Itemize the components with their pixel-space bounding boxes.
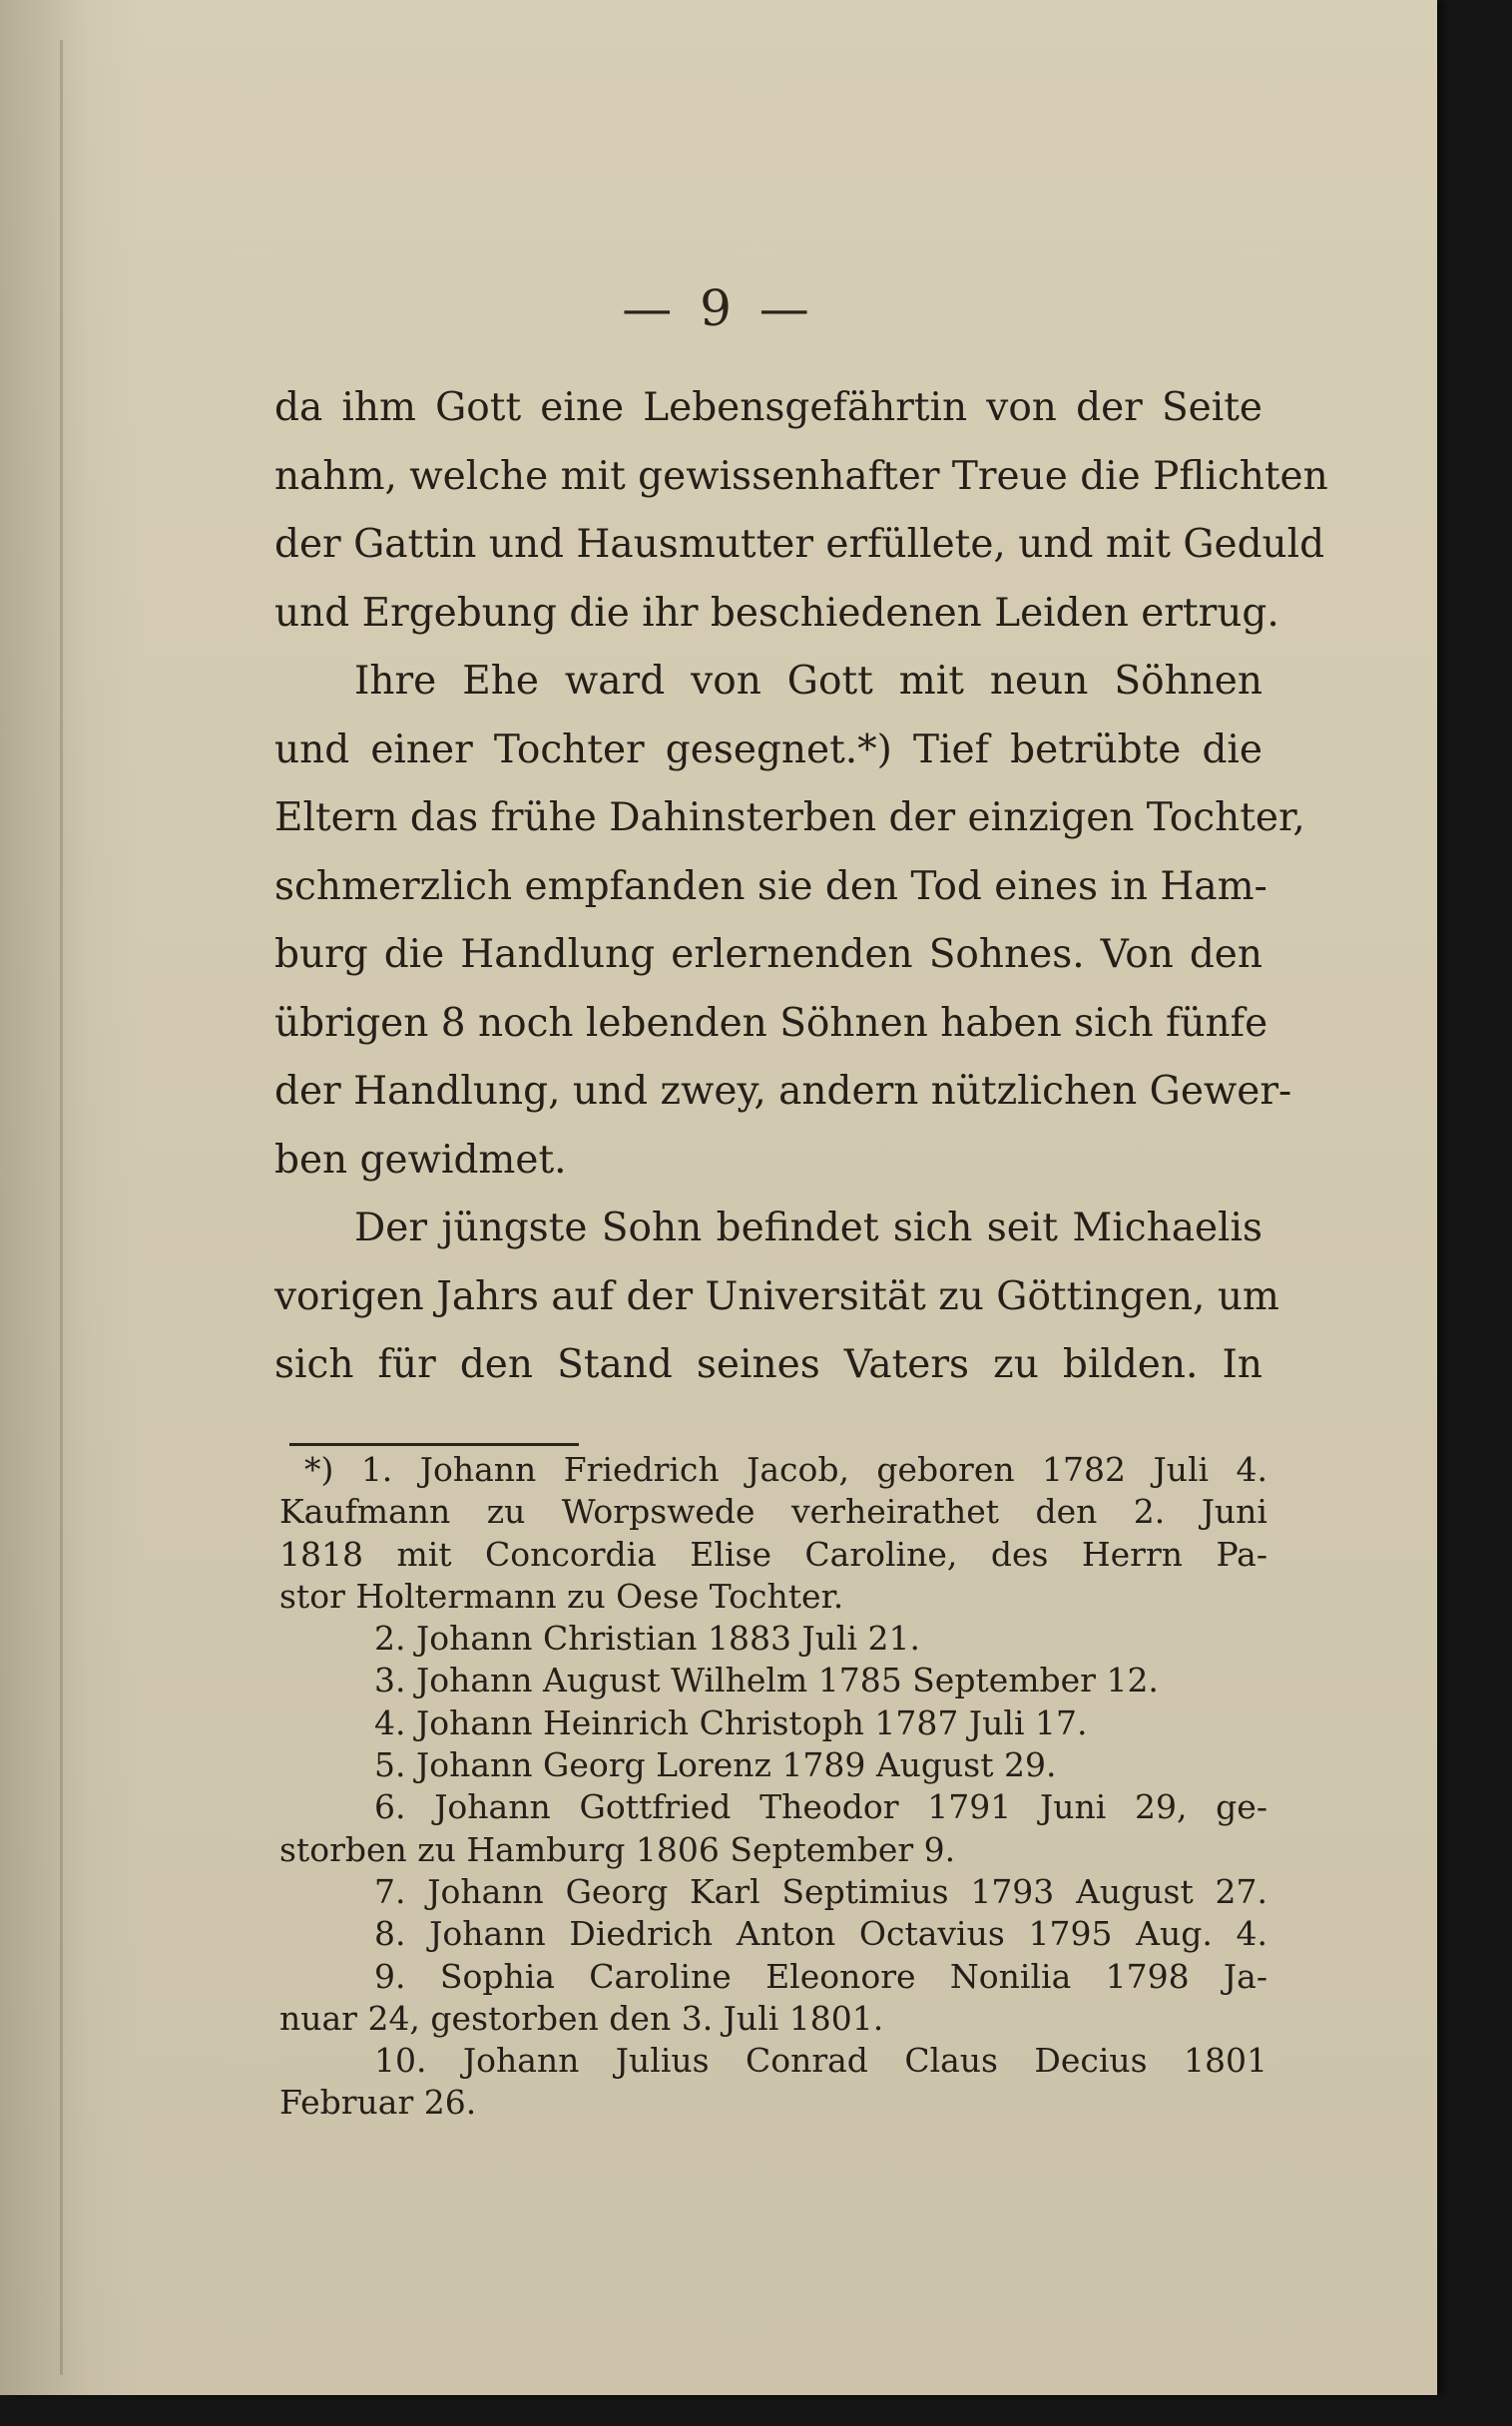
body-line: schmerzlich empfanden sie den Tod eines in Ham- [274, 863, 1267, 909]
body-line: ben gewidmet. [274, 1137, 567, 1183]
body-line: Der jüngste Sohn befindet sich seit Michaelis [354, 1206, 1262, 1250]
footnote-line: 1818 mit Concordia Elise Caroline, des Herrn Pa- [279, 1534, 1267, 1574]
footnote-line: Kaufmann zu Worpswede verheirathet den 2. Juni [279, 1492, 1267, 1532]
body-line: sich für den Stand seines Vaters zu bilden. In [274, 1342, 1262, 1387]
body-line: übrigen 8 noch lebenden Söhnen haben sich fünfe [274, 1000, 1268, 1046]
footnote-line: 7. Johann Georg Karl Septimius 1793 August 27. [374, 1871, 1267, 1911]
body-line: der Gattin und Hausmutter erfüllete, und mit Geduld [274, 522, 1325, 567]
body-text [274, 374, 1328, 1400]
footnote-line: 10. Johann Julius Conrad Claus Decius 1801 [374, 2041, 1267, 2081]
body-line: Eltern das frühe Dahinsterben der einzigen Tochter, [274, 795, 1305, 840]
footnote-line: 2. Johann Christian 1883 Juli 21. [374, 1619, 921, 1659]
footnote-line: *) 1. Johann Friedrich Jacob, geboren 1782 Juli 4. [304, 1450, 1267, 1489]
body-line: burg die Handlung erlernenden Sohnes. Von den [274, 932, 1262, 977]
body-line: da ihm Gott eine Lebensgefährtin von der Seite [274, 385, 1262, 430]
footnotes [279, 1449, 1267, 2125]
gutter-fold [60, 40, 63, 2375]
body-line: und Ergebung die ihr beschiedenen Leiden ertrug. [274, 590, 1279, 636]
body-line: Ihre Ehe ward von Gott mit neun Söhnen [354, 659, 1262, 704]
footnote-line: 4. Johann Heinrich Christoph 1787 Juli 17. [374, 1702, 1088, 1742]
footnote-line: 5. Johann Georg Lorenz 1789 August 29. [374, 1745, 1057, 1785]
body-line: vorigen Jahrs auf der Universität zu Göttingen, um [274, 1273, 1279, 1319]
footnote-line: stor Holtermann zu Oese Tochter. [279, 1576, 844, 1616]
footnote-line: nuar 24, gestorben den 3. Juli 1801. [279, 1998, 884, 2038]
footnote-line: Februar 26. [279, 2083, 477, 2123]
footnote-line: 8. Johann Diedrich Anton Octavius 1795 Aug. 4. [374, 1914, 1267, 1954]
footnote-line: 3. Johann August Wilhelm 1785 September 12. [374, 1661, 1159, 1700]
body-line: nahm, welche mit gewissenhafter Treue die Pflichten [274, 453, 1328, 499]
body-line: der Handlung, und zwey, andern nützlichen Gewer- [274, 1069, 1292, 1114]
page-number: — 9 — [622, 279, 815, 337]
footnote-line: 9. Sophia Caroline Eleonore Nonilia 1798 Ja- [374, 1956, 1267, 1996]
body-line: und einer Tochter gesegnet.*) Tief betrübte die [274, 727, 1262, 772]
footnote-line: 6. Johann Gottfried Theodor 1791 Juni 29, ge- [374, 1787, 1267, 1827]
footnote-line: storben zu Hamburg 1806 September 9. [279, 1829, 956, 1869]
footnote-rule [289, 1443, 579, 1446]
